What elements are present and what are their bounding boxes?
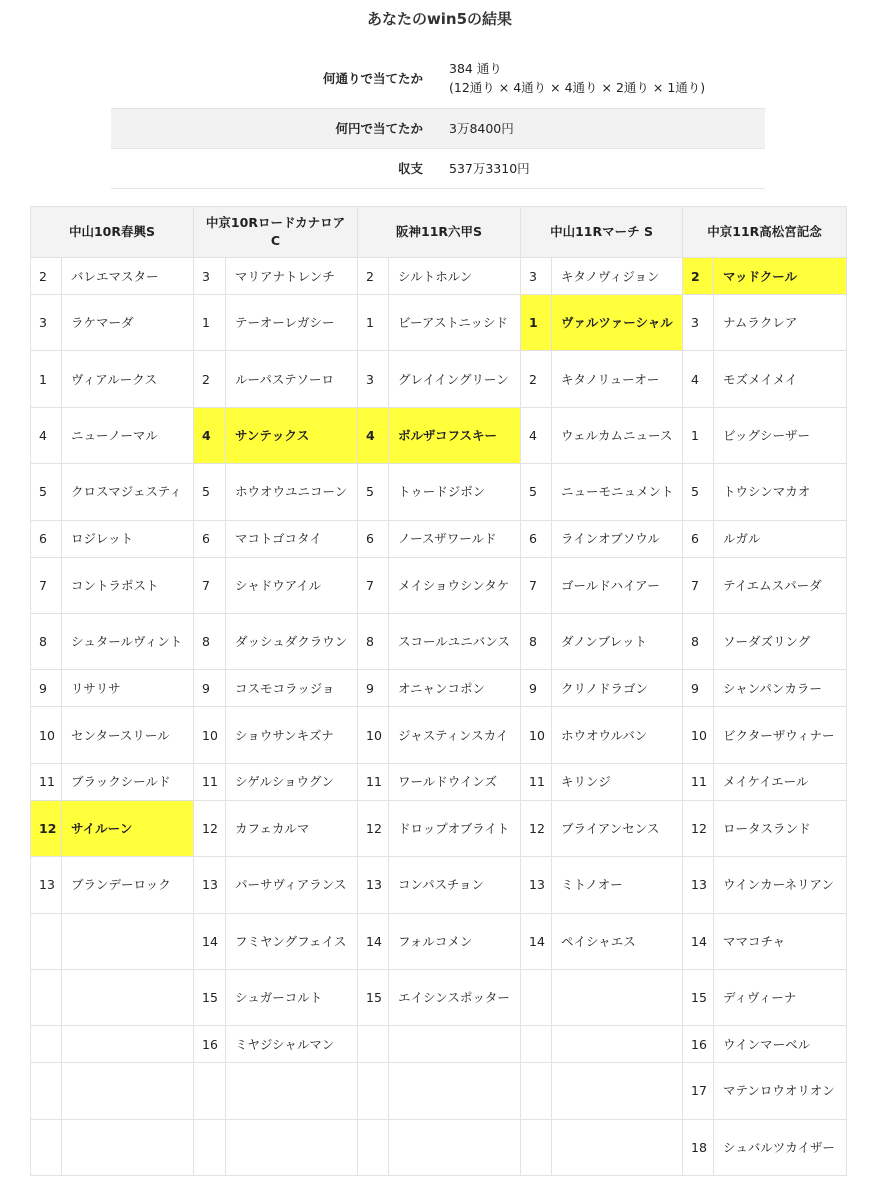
empty-cell [358, 1063, 389, 1119]
horse-number: 12 [358, 800, 389, 856]
empty-cell [521, 1119, 552, 1175]
empty-cell [552, 1063, 683, 1119]
horse-name: コントラポスト [62, 557, 194, 613]
horse-number: 8 [683, 613, 714, 669]
horse-name: センタースリール [62, 707, 194, 763]
summary-row-combos [111, 49, 765, 108]
horse-name: バレエマスター [62, 258, 194, 295]
empty-cell [552, 1119, 683, 1175]
horse-number: 10 [31, 707, 62, 763]
horse-number: 1 [683, 407, 714, 463]
horse-number: 3 [358, 351, 389, 407]
horse-number: 14 [683, 913, 714, 969]
empty-cell [552, 969, 683, 1025]
horse-name: ビッグシーザー [714, 407, 847, 463]
horse-name: シルトホルン [389, 258, 521, 295]
horse-name: トゥードジボン [389, 464, 521, 520]
horse-name: クロスマジェスティ [62, 464, 194, 520]
horse-name: ショウサンキズナ [226, 707, 358, 763]
horse-name: マコトゴコタイ [226, 520, 358, 557]
horse-number: 9 [683, 670, 714, 707]
horse-number: 8 [521, 613, 552, 669]
horse-number: 3 [683, 295, 714, 351]
horse-name: ラケマーダ [62, 295, 194, 351]
empty-cell [194, 1063, 226, 1119]
horse-number: 13 [358, 857, 389, 913]
horse-name: ルガル [714, 520, 847, 557]
empty-cell [389, 1026, 521, 1063]
horse-number: 15 [358, 969, 389, 1025]
combos-value: 384 通り [449, 61, 502, 77]
horse-number: 13 [31, 857, 62, 913]
horse-name: ソーダズリング [714, 613, 847, 669]
combos-value-cell [437, 49, 765, 108]
horse-number: 4 [358, 407, 389, 463]
empty-cell [389, 1119, 521, 1175]
horse-name: ビクターザウィナー [714, 707, 847, 763]
horse-number: 6 [521, 520, 552, 557]
horse-number: 14 [358, 913, 389, 969]
horse-name: リサリサ [62, 670, 194, 707]
horse-number: 17 [683, 1063, 714, 1119]
horse-name: パーサヴィアランス [226, 857, 358, 913]
empty-cell [226, 1063, 358, 1119]
horse-number: 11 [521, 763, 552, 800]
horse-name: ジャスティンスカイ [389, 707, 521, 763]
horse-number: 8 [194, 613, 226, 669]
table-row [31, 613, 847, 669]
horse-number: 1 [194, 295, 226, 351]
table-row [31, 913, 847, 969]
horse-name: サンテックス [226, 407, 358, 463]
empty-cell [226, 1119, 358, 1175]
horse-number: 5 [683, 464, 714, 520]
horse-number: 7 [194, 557, 226, 613]
horse-name: ウインカーネリアン [714, 857, 847, 913]
horse-name: ニューモニュメント [552, 464, 683, 520]
horse-number: 14 [521, 913, 552, 969]
page-title: あなたのwin5の結果 [366, 10, 513, 28]
horse-name: マテンロウオリオン [714, 1063, 847, 1119]
horse-number: 6 [194, 520, 226, 557]
horse-number: 9 [358, 670, 389, 707]
horse-name: ミトノオー [552, 857, 683, 913]
horse-number: 10 [521, 707, 552, 763]
horse-name: ロジレット [62, 520, 194, 557]
horse-name: ホウオウルバン [552, 707, 683, 763]
horse-name: ブランデーロック [62, 857, 194, 913]
table-row [31, 763, 847, 800]
race-horse-table [30, 206, 847, 1176]
horse-number: 11 [194, 763, 226, 800]
table-row [31, 707, 847, 763]
horse-number: 3 [194, 258, 226, 295]
horse-name: ディヴィーナ [714, 969, 847, 1025]
horse-name: ダノンブレット [552, 613, 683, 669]
horse-name: ドロップオブライト [389, 800, 521, 856]
horse-name: キタノヴィジョン [552, 258, 683, 295]
horse-name: サイルーン [62, 800, 194, 856]
horse-number: 16 [683, 1026, 714, 1063]
horse-name: シゲルショウグン [226, 763, 358, 800]
horse-number: 12 [194, 800, 226, 856]
horse-number: 2 [358, 258, 389, 295]
horse-name: ロータスランド [714, 800, 847, 856]
horse-number: 7 [358, 557, 389, 613]
horse-name: シュガーコルト [226, 969, 358, 1025]
horse-number: 15 [194, 969, 226, 1025]
summary-row-balance [111, 148, 765, 188]
horse-number: 7 [683, 557, 714, 613]
horse-name: カフェカルマ [226, 800, 358, 856]
horse-name: ボルザコフスキー [389, 407, 521, 463]
horse-name: ママコチャ [714, 913, 847, 969]
empty-cell [31, 1063, 62, 1119]
horse-number: 10 [358, 707, 389, 763]
horse-number: 4 [31, 407, 62, 463]
table-row [31, 295, 847, 351]
empty-cell [62, 969, 194, 1025]
horse-number: 2 [521, 351, 552, 407]
horse-name: コスモコラッジョ [226, 670, 358, 707]
horse-name: フミヤングフェイス [226, 913, 358, 969]
horse-name: オニャンコポン [389, 670, 521, 707]
table-row [31, 258, 847, 295]
horse-number: 9 [31, 670, 62, 707]
horse-number: 12 [683, 800, 714, 856]
horse-number: 3 [31, 295, 62, 351]
horse-name: モズメイメイ [714, 351, 847, 407]
horse-number: 5 [31, 464, 62, 520]
horse-name: メイショウシンタケ [389, 557, 521, 613]
horse-number: 12 [521, 800, 552, 856]
empty-cell [358, 1119, 389, 1175]
horse-name: ブラックシールド [62, 763, 194, 800]
horse-number: 11 [358, 763, 389, 800]
horse-number: 3 [521, 258, 552, 295]
horse-number: 9 [194, 670, 226, 707]
horse-number: 6 [358, 520, 389, 557]
horse-name: キリンジ [552, 763, 683, 800]
empty-cell [31, 1119, 62, 1175]
horse-number: 8 [31, 613, 62, 669]
horse-name: マリアナトレンチ [226, 258, 358, 295]
horse-number: 13 [683, 857, 714, 913]
horse-number: 4 [194, 407, 226, 463]
horse-number: 11 [31, 763, 62, 800]
horse-name: テーオーレガシー [226, 295, 358, 351]
table-row [31, 351, 847, 407]
horse-number: 1 [358, 295, 389, 351]
horse-name: シュバルツカイザー [714, 1119, 847, 1175]
race-header-row [31, 207, 847, 258]
race-header: 中京10Rロードカナロア C [194, 207, 358, 258]
horse-number: 6 [683, 520, 714, 557]
horse-name: ヴィアルークス [62, 351, 194, 407]
horse-number: 13 [521, 857, 552, 913]
race-header: 中山11Rマーチ S [521, 207, 683, 258]
horse-number: 11 [683, 763, 714, 800]
horse-name: ナムラクレア [714, 295, 847, 351]
table-row [31, 969, 847, 1025]
horse-name: ウェルカムニュース [552, 407, 683, 463]
horse-name: クリノドラゴン [552, 670, 683, 707]
empty-cell [62, 913, 194, 969]
horse-name: ヴァルツァーシャル [552, 295, 683, 351]
empty-cell [521, 969, 552, 1025]
horse-number: 5 [521, 464, 552, 520]
horse-number: 14 [194, 913, 226, 969]
cost-label: 何円で当てたか [111, 108, 437, 148]
horse-name: ニューノーマル [62, 407, 194, 463]
balance-label: 収支 [111, 148, 437, 188]
horse-number: 2 [683, 258, 714, 295]
empty-cell [521, 1063, 552, 1119]
horse-number: 7 [31, 557, 62, 613]
table-row [31, 1063, 847, 1119]
horse-number: 1 [521, 295, 552, 351]
horse-name: ワールドウインズ [389, 763, 521, 800]
horse-number: 16 [194, 1026, 226, 1063]
race-header: 中山10R春興S [31, 207, 194, 258]
table-row [31, 857, 847, 913]
horse-number: 4 [521, 407, 552, 463]
horse-number: 10 [683, 707, 714, 763]
combos-detail: (12通り × 4通り × 4通り × 2通り × 1通り) [449, 80, 706, 96]
result-summary [111, 49, 765, 189]
horse-name: ビーアストニッシド [389, 295, 521, 351]
horse-number: 15 [683, 969, 714, 1025]
horse-name: テイエムスパーダ [714, 557, 847, 613]
summary-row-cost [111, 108, 765, 148]
empty-cell [62, 1119, 194, 1175]
horse-number: 6 [31, 520, 62, 557]
horse-name: ウインマーベル [714, 1026, 847, 1063]
horse-name: コンパスチョン [389, 857, 521, 913]
horse-number: 2 [31, 258, 62, 295]
horse-number: 8 [358, 613, 389, 669]
empty-cell [389, 1063, 521, 1119]
horse-number: 12 [31, 800, 62, 856]
empty-cell [62, 1063, 194, 1119]
horse-number: 5 [194, 464, 226, 520]
horse-number: 9 [521, 670, 552, 707]
empty-cell [521, 1026, 552, 1063]
horse-number: 18 [683, 1119, 714, 1175]
horse-name: ホウオウユニコーン [226, 464, 358, 520]
horse-name: マッドクール [714, 258, 847, 295]
horse-number: 4 [683, 351, 714, 407]
horse-name: スコールユニバンス [389, 613, 521, 669]
table-row [31, 800, 847, 856]
empty-cell [31, 913, 62, 969]
table-row [31, 557, 847, 613]
horse-number: 7 [521, 557, 552, 613]
race-header: 阪神11R六甲S [358, 207, 521, 258]
horse-name: ルーパステソーロ [226, 351, 358, 407]
horse-number: 13 [194, 857, 226, 913]
horse-number: 10 [194, 707, 226, 763]
empty-cell [358, 1026, 389, 1063]
race-header: 中京11R高松宮記念 [683, 207, 847, 258]
horse-name: ブライアンセンス [552, 800, 683, 856]
horse-name: トウシンマカオ [714, 464, 847, 520]
horse-name: ペイシャエス [552, 913, 683, 969]
cost-value: 3万8400円 [437, 108, 765, 148]
empty-cell [31, 1026, 62, 1063]
horse-name: ゴールドハイアー [552, 557, 683, 613]
empty-cell [62, 1026, 194, 1063]
table-row [31, 1026, 847, 1063]
horse-name: フォルコメン [389, 913, 521, 969]
table-row [31, 520, 847, 557]
horse-number: 1 [31, 351, 62, 407]
horse-name: シャンパンカラー [714, 670, 847, 707]
horse-name: シャドウアイル [226, 557, 358, 613]
horse-name: ラインオブソウル [552, 520, 683, 557]
horse-name: グレイイングリーン [389, 351, 521, 407]
race-table-body [31, 258, 847, 1176]
horse-name: ミヤジシャルマン [226, 1026, 358, 1063]
horse-number: 5 [358, 464, 389, 520]
horse-number: 2 [194, 351, 226, 407]
table-row [31, 670, 847, 707]
horse-name: キタノリューオー [552, 351, 683, 407]
empty-cell [194, 1119, 226, 1175]
horse-name: メイケイエール [714, 763, 847, 800]
table-row [31, 464, 847, 520]
table-row [31, 407, 847, 463]
balance-value: 537万3310円 [437, 148, 765, 188]
table-row [31, 1119, 847, 1175]
horse-name: シュタールヴィント [62, 613, 194, 669]
combos-label: 何通りで当てたか [111, 49, 437, 108]
horse-name: エイシンスポッター [389, 969, 521, 1025]
horse-name: ダッシュダクラウン [226, 613, 358, 669]
empty-cell [552, 1026, 683, 1063]
empty-cell [31, 969, 62, 1025]
horse-name: ノースザワールド [389, 520, 521, 557]
